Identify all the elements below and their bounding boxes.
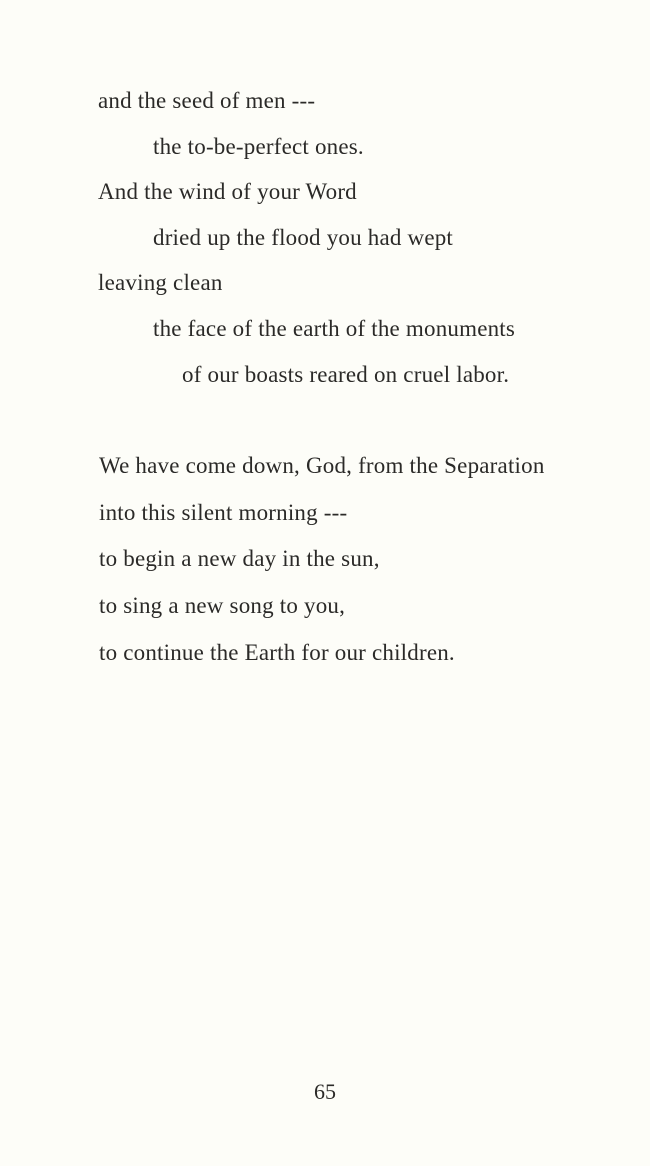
poem-line: leaving clean bbox=[98, 270, 223, 295]
poem-line: We have come down, God, from the Separation bbox=[99, 453, 545, 478]
poem-line: dried up the flood you had wept bbox=[153, 225, 454, 250]
poem-line: to begin a new day in the sun, bbox=[99, 546, 380, 571]
poem-line: And the wind of your Word bbox=[98, 179, 357, 204]
poem-line: of our boasts reared on cruel labor. bbox=[182, 362, 510, 387]
poem-line: the to-be-perfect ones. bbox=[153, 134, 364, 159]
poem-line: and the seed of men --- bbox=[98, 88, 316, 113]
page-number: 65 bbox=[314, 1079, 336, 1104]
poem-line: to continue the Earth for our children. bbox=[99, 640, 455, 665]
poem-line: the face of the earth of the monuments bbox=[153, 316, 516, 341]
poem-line: to sing a new song to you, bbox=[99, 593, 346, 618]
poem-line: into this silent morning --- bbox=[99, 500, 348, 525]
